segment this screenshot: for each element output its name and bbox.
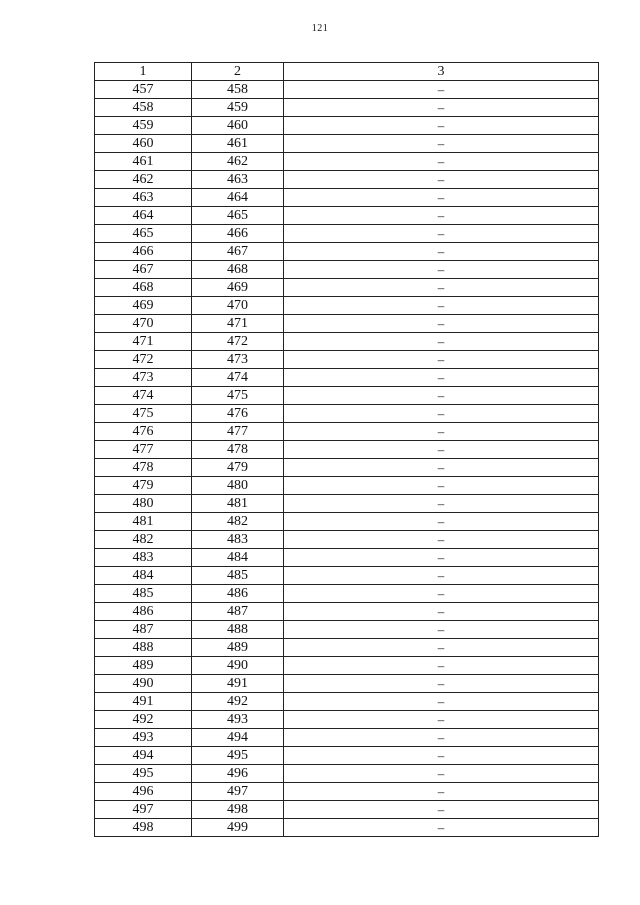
table-cell-col-3: – <box>284 369 599 387</box>
table-cell-col-3: – <box>284 621 599 639</box>
table-cell-col-2: 490 <box>192 657 284 675</box>
page-number: 121 <box>311 23 329 34</box>
table-row <box>95 369 599 387</box>
table-cell-col-3: – <box>284 513 599 531</box>
table-cell-col-3: – <box>284 675 599 693</box>
table-cell-col-1: 468 <box>95 279 192 297</box>
table-cell-col-2: 463 <box>192 171 284 189</box>
table-cell-col-1: 475 <box>95 405 192 423</box>
table-cell-col-1: 476 <box>95 423 192 441</box>
table-cell-col-1: 498 <box>95 819 192 837</box>
table-cell-col-3: – <box>284 189 599 207</box>
table-cell-col-2: 482 <box>192 513 284 531</box>
table-row <box>95 585 599 603</box>
table-cell-col-2: 458 <box>192 81 284 99</box>
table-cell-col-3: – <box>284 639 599 657</box>
table-cell-col-2: 483 <box>192 531 284 549</box>
table-cell-col-1: 467 <box>95 261 192 279</box>
table-row <box>95 675 599 693</box>
table-row <box>95 693 599 711</box>
table-cell-col-2: 493 <box>192 711 284 729</box>
table-row <box>95 153 599 171</box>
table-cell-col-3: – <box>284 765 599 783</box>
table-row <box>95 99 599 117</box>
column-header-2: 2 <box>192 63 284 81</box>
table-cell-col-3: – <box>284 729 599 747</box>
table-row <box>95 711 599 729</box>
table-cell-col-2: 487 <box>192 603 284 621</box>
table-cell-col-1: 462 <box>95 171 192 189</box>
table-row <box>95 423 599 441</box>
table-body <box>95 81 599 837</box>
table-row <box>95 657 599 675</box>
table-row <box>95 387 599 405</box>
table-row <box>95 171 599 189</box>
table-cell-col-1: 478 <box>95 459 192 477</box>
table-cell-col-3: – <box>284 441 599 459</box>
table-cell-col-1: 471 <box>95 333 192 351</box>
table-row <box>95 261 599 279</box>
table-row <box>95 189 599 207</box>
table-cell-col-1: 458 <box>95 99 192 117</box>
table-cell-col-1: 484 <box>95 567 192 585</box>
table-header-row <box>95 63 599 81</box>
table-cell-col-1: 479 <box>95 477 192 495</box>
table-cell-col-1: 482 <box>95 531 192 549</box>
table-cell-col-3: – <box>284 693 599 711</box>
column-header-3: 3 <box>284 63 599 81</box>
table-cell-col-1: 494 <box>95 747 192 765</box>
table-cell-col-1: 465 <box>95 225 192 243</box>
table-cell-col-2: 494 <box>192 729 284 747</box>
table-cell-col-2: 488 <box>192 621 284 639</box>
table-cell-col-1: 490 <box>95 675 192 693</box>
table-cell-col-2: 484 <box>192 549 284 567</box>
table-cell-col-2: 464 <box>192 189 284 207</box>
table-row <box>95 297 599 315</box>
table-row <box>95 477 599 495</box>
table-cell-col-1: 486 <box>95 603 192 621</box>
table-cell-col-3: – <box>284 333 599 351</box>
table-cell-col-2: 477 <box>192 423 284 441</box>
table-cell-col-1: 470 <box>95 315 192 333</box>
table-cell-col-3: – <box>284 117 599 135</box>
data-table <box>94 62 599 837</box>
table-row <box>95 603 599 621</box>
table-row <box>95 801 599 819</box>
table-cell-col-2: 468 <box>192 261 284 279</box>
table-cell-col-1: 457 <box>95 81 192 99</box>
table-cell-col-1: 473 <box>95 369 192 387</box>
table-cell-col-3: – <box>284 711 599 729</box>
table-cell-col-1: 485 <box>95 585 192 603</box>
table-row <box>95 351 599 369</box>
table-cell-col-3: – <box>284 405 599 423</box>
table-cell-col-1: 493 <box>95 729 192 747</box>
table-cell-col-2: 466 <box>192 225 284 243</box>
table-cell-col-2: 481 <box>192 495 284 513</box>
table-cell-col-1: 491 <box>95 693 192 711</box>
table-cell-col-2: 480 <box>192 477 284 495</box>
table-row <box>95 747 599 765</box>
table-cell-col-2: 459 <box>192 99 284 117</box>
table-row <box>95 117 599 135</box>
table-cell-col-1: 495 <box>95 765 192 783</box>
table-cell-col-2: 476 <box>192 405 284 423</box>
table-row <box>95 621 599 639</box>
table-cell-col-3: – <box>284 351 599 369</box>
table-cell-col-1: 496 <box>95 783 192 801</box>
table-cell-col-2: 462 <box>192 153 284 171</box>
table-cell-col-2: 471 <box>192 315 284 333</box>
table-cell-col-1: 464 <box>95 207 192 225</box>
table-cell-col-1: 488 <box>95 639 192 657</box>
table-cell-col-1: 480 <box>95 495 192 513</box>
table-row <box>95 765 599 783</box>
table-row <box>95 207 599 225</box>
table-cell-col-2: 492 <box>192 693 284 711</box>
table-cell-col-3: – <box>284 423 599 441</box>
table-row <box>95 405 599 423</box>
table-cell-col-2: 467 <box>192 243 284 261</box>
table-cell-col-3: – <box>284 225 599 243</box>
table-cell-col-3: – <box>284 531 599 549</box>
table-cell-col-3: – <box>284 747 599 765</box>
table-cell-col-3: – <box>284 567 599 585</box>
table-cell-col-2: 470 <box>192 297 284 315</box>
table-row <box>95 459 599 477</box>
table-row <box>95 81 599 99</box>
table-cell-col-2: 479 <box>192 459 284 477</box>
table-cell-col-2: 469 <box>192 279 284 297</box>
table-row <box>95 549 599 567</box>
table-cell-col-3: – <box>284 477 599 495</box>
table-row <box>95 243 599 261</box>
table-cell-col-3: – <box>284 135 599 153</box>
table-cell-col-1: 481 <box>95 513 192 531</box>
table-cell-col-2: 498 <box>192 801 284 819</box>
table-cell-col-1: 487 <box>95 621 192 639</box>
table-row <box>95 513 599 531</box>
table-cell-col-3: – <box>284 549 599 567</box>
table-row <box>95 135 599 153</box>
table-cell-col-2: 485 <box>192 567 284 585</box>
table-cell-col-1: 472 <box>95 351 192 369</box>
table-row <box>95 441 599 459</box>
table-row <box>95 567 599 585</box>
table-cell-col-2: 474 <box>192 369 284 387</box>
table-cell-col-3: – <box>284 387 599 405</box>
table-cell-col-1: 489 <box>95 657 192 675</box>
table-cell-col-1: 459 <box>95 117 192 135</box>
table-cell-col-2: 495 <box>192 747 284 765</box>
column-header-1: 1 <box>95 63 192 81</box>
table-cell-col-3: – <box>284 279 599 297</box>
table-cell-col-1: 474 <box>95 387 192 405</box>
table-cell-col-3: – <box>284 297 599 315</box>
table-row <box>95 783 599 801</box>
table-row <box>95 495 599 513</box>
table-row <box>95 279 599 297</box>
table-row <box>95 333 599 351</box>
table-row <box>95 225 599 243</box>
table-cell-col-2: 460 <box>192 117 284 135</box>
table-cell-col-3: – <box>284 99 599 117</box>
table-cell-col-3: – <box>284 657 599 675</box>
table-cell-col-1: 466 <box>95 243 192 261</box>
table-cell-col-3: – <box>284 153 599 171</box>
table-cell-col-2: 489 <box>192 639 284 657</box>
table-cell-col-1: 477 <box>95 441 192 459</box>
table-cell-col-3: – <box>284 585 599 603</box>
table-cell-col-3: – <box>284 81 599 99</box>
table-cell-col-1: 460 <box>95 135 192 153</box>
table-cell-col-3: – <box>284 603 599 621</box>
table-cell-col-3: – <box>284 495 599 513</box>
table-cell-col-2: 472 <box>192 333 284 351</box>
table-cell-col-3: – <box>284 243 599 261</box>
table-cell-col-1: 461 <box>95 153 192 171</box>
table-cell-col-1: 469 <box>95 297 192 315</box>
table-cell-col-3: – <box>284 261 599 279</box>
table-cell-col-2: 461 <box>192 135 284 153</box>
table-cell-col-3: – <box>284 801 599 819</box>
table-cell-col-3: – <box>284 819 599 837</box>
table-row <box>95 819 599 837</box>
table-row <box>95 729 599 747</box>
table-cell-col-1: 463 <box>95 189 192 207</box>
table-cell-col-1: 483 <box>95 549 192 567</box>
table-cell-col-2: 497 <box>192 783 284 801</box>
table-row <box>95 639 599 657</box>
table-cell-col-3: – <box>284 459 599 477</box>
table-cell-col-2: 491 <box>192 675 284 693</box>
table-cell-col-3: – <box>284 171 599 189</box>
table-row <box>95 315 599 333</box>
table-cell-col-3: – <box>284 315 599 333</box>
table-cell-col-2: 465 <box>192 207 284 225</box>
table-cell-col-3: – <box>284 207 599 225</box>
table-cell-col-2: 496 <box>192 765 284 783</box>
table-cell-col-1: 497 <box>95 801 192 819</box>
table-row <box>95 531 599 549</box>
table-cell-col-2: 486 <box>192 585 284 603</box>
table-cell-col-2: 478 <box>192 441 284 459</box>
table-cell-col-2: 499 <box>192 819 284 837</box>
table-cell-col-3: – <box>284 783 599 801</box>
table-cell-col-1: 492 <box>95 711 192 729</box>
table-cell-col-2: 475 <box>192 387 284 405</box>
table-cell-col-2: 473 <box>192 351 284 369</box>
